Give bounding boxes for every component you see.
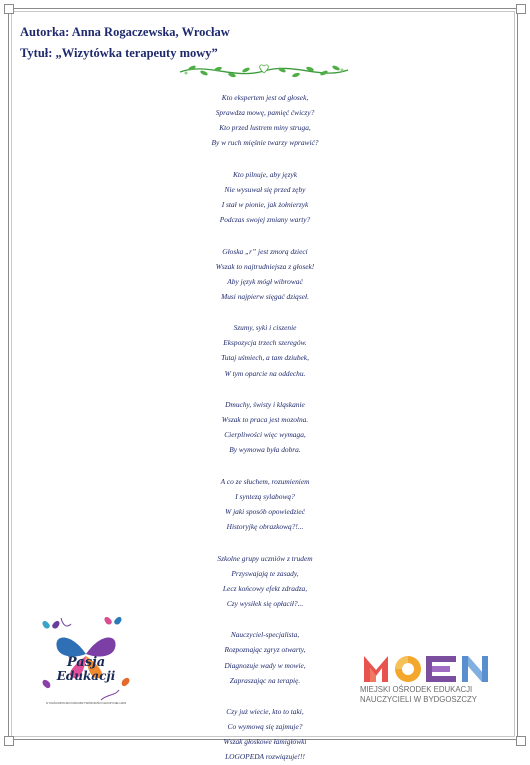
title-line: Tytuł: „Wizytówka terapeuty mowy” bbox=[20, 46, 218, 60]
stanza bbox=[100, 397, 430, 457]
poem-line: Dmuchy, świsty i kląskanie bbox=[225, 400, 305, 410]
poem-line: Ekspozycja trzech szeregów. bbox=[223, 338, 307, 348]
border-corner bbox=[516, 736, 526, 746]
border-corner bbox=[516, 4, 526, 14]
poem-line: Nie wysuwał się przed zęby bbox=[224, 184, 306, 194]
poem-line: Musi najpierw sięgać dziąseł. bbox=[221, 291, 309, 301]
poem-line: Lecz końcowy efekt zdradza, bbox=[222, 583, 308, 593]
poem-line: Co wymową się zajmuje? bbox=[227, 722, 303, 732]
border-corner bbox=[4, 4, 14, 14]
border-corner bbox=[4, 736, 14, 746]
poem-line: A co ze słuchem, rozumieniem bbox=[220, 476, 310, 486]
moen-subtitle-line1: MIEJSKI OŚRODEK EDUKACJI bbox=[360, 685, 473, 694]
moen-subtitle bbox=[360, 685, 492, 704]
poem-line: Aby język mógł wibrować bbox=[227, 276, 303, 286]
poem-line: Historyjkę obrazkową?!... bbox=[226, 522, 304, 532]
vine-ornament bbox=[178, 60, 350, 82]
poem-line: Nauczyciel-specjalista, bbox=[230, 630, 300, 640]
poem-line: Wszak to praca jest mozolna. bbox=[221, 415, 309, 425]
poem-line: Kto przed lustrem miny struga, bbox=[219, 123, 311, 133]
stanza bbox=[100, 244, 430, 304]
poem-line: Sprawdza mowę, pamięć ćwiczy? bbox=[215, 108, 315, 118]
poem-line: By wymowa była dobra. bbox=[229, 445, 301, 455]
poem-line: Tutaj uśmiech, a tam dziubek, bbox=[221, 353, 309, 363]
logo-title-line1: Pasja bbox=[66, 655, 106, 670]
poem-line: Diagnozuje wady w mowie, bbox=[224, 660, 306, 670]
poem-line: Przyswajają te zasady, bbox=[231, 568, 299, 578]
logo-caption: IV OGÓLNOPOLSKI KONKURS TWÓRCZOŚCI NAUCZYCIELI 2023 bbox=[45, 702, 127, 705]
poem-line: Czy wysiłek się opłacił?... bbox=[226, 598, 304, 608]
poem-line: Wszak głoskowe łamigłówki bbox=[223, 737, 307, 747]
poem-line: By w ruch mięśnie twarzy wprawić? bbox=[211, 138, 319, 148]
stanza bbox=[100, 704, 430, 764]
logo-title-line2: Edukacji bbox=[56, 669, 116, 683]
poem-line: LOGOPEDA rozwiązuje!!! bbox=[225, 752, 305, 762]
poem-line: I stał w pionie, jak żołnierzyk bbox=[221, 199, 309, 209]
poem-line: W jaki sposób opowiedzieć bbox=[225, 507, 305, 517]
poem-line: Cierpliwości więc wymaga, bbox=[224, 430, 306, 440]
author-line: Autorka: Anna Rogaczewska, Wrocław bbox=[20, 25, 230, 39]
poem-line: Rozpoznając zgryz otwarty, bbox=[224, 645, 306, 655]
document-header bbox=[20, 22, 230, 63]
poem-line: Czy już wiecie, kto to taki, bbox=[226, 707, 304, 717]
poem-line: Wszak to najtrudniejsza z głosek! bbox=[215, 261, 315, 271]
stanza bbox=[100, 474, 430, 534]
poem-line: Szkolne grupy uczniów z trudem bbox=[217, 553, 313, 563]
poem-line: Głoska „r” jest zmorą dzieci bbox=[222, 246, 308, 256]
stanza bbox=[100, 320, 430, 380]
poem-line: Podczas swojej zmiany warty? bbox=[219, 215, 311, 225]
moen-letters-mark bbox=[360, 652, 492, 684]
poem-line: Kto pilnuje, aby język bbox=[232, 169, 298, 179]
moen-subtitle-line2: NAUCZYCIELI W BYDGOSZCZY bbox=[360, 694, 477, 704]
poem-line: I syntezą sylabową? bbox=[235, 491, 295, 501]
stanza bbox=[100, 167, 430, 227]
pasja-edukacji-logo bbox=[41, 614, 131, 708]
moen-logo bbox=[360, 652, 492, 708]
stanza bbox=[100, 551, 430, 611]
poem-line: Szumy, syki i ciszenie bbox=[233, 323, 297, 333]
stanza bbox=[100, 90, 430, 150]
poem-line: Zapraszając na terapię. bbox=[229, 675, 301, 685]
poem-line: Kto ekspertem jest od głosek, bbox=[221, 93, 309, 102]
poem-line: W tym oparcie na oddechu. bbox=[224, 368, 306, 378]
